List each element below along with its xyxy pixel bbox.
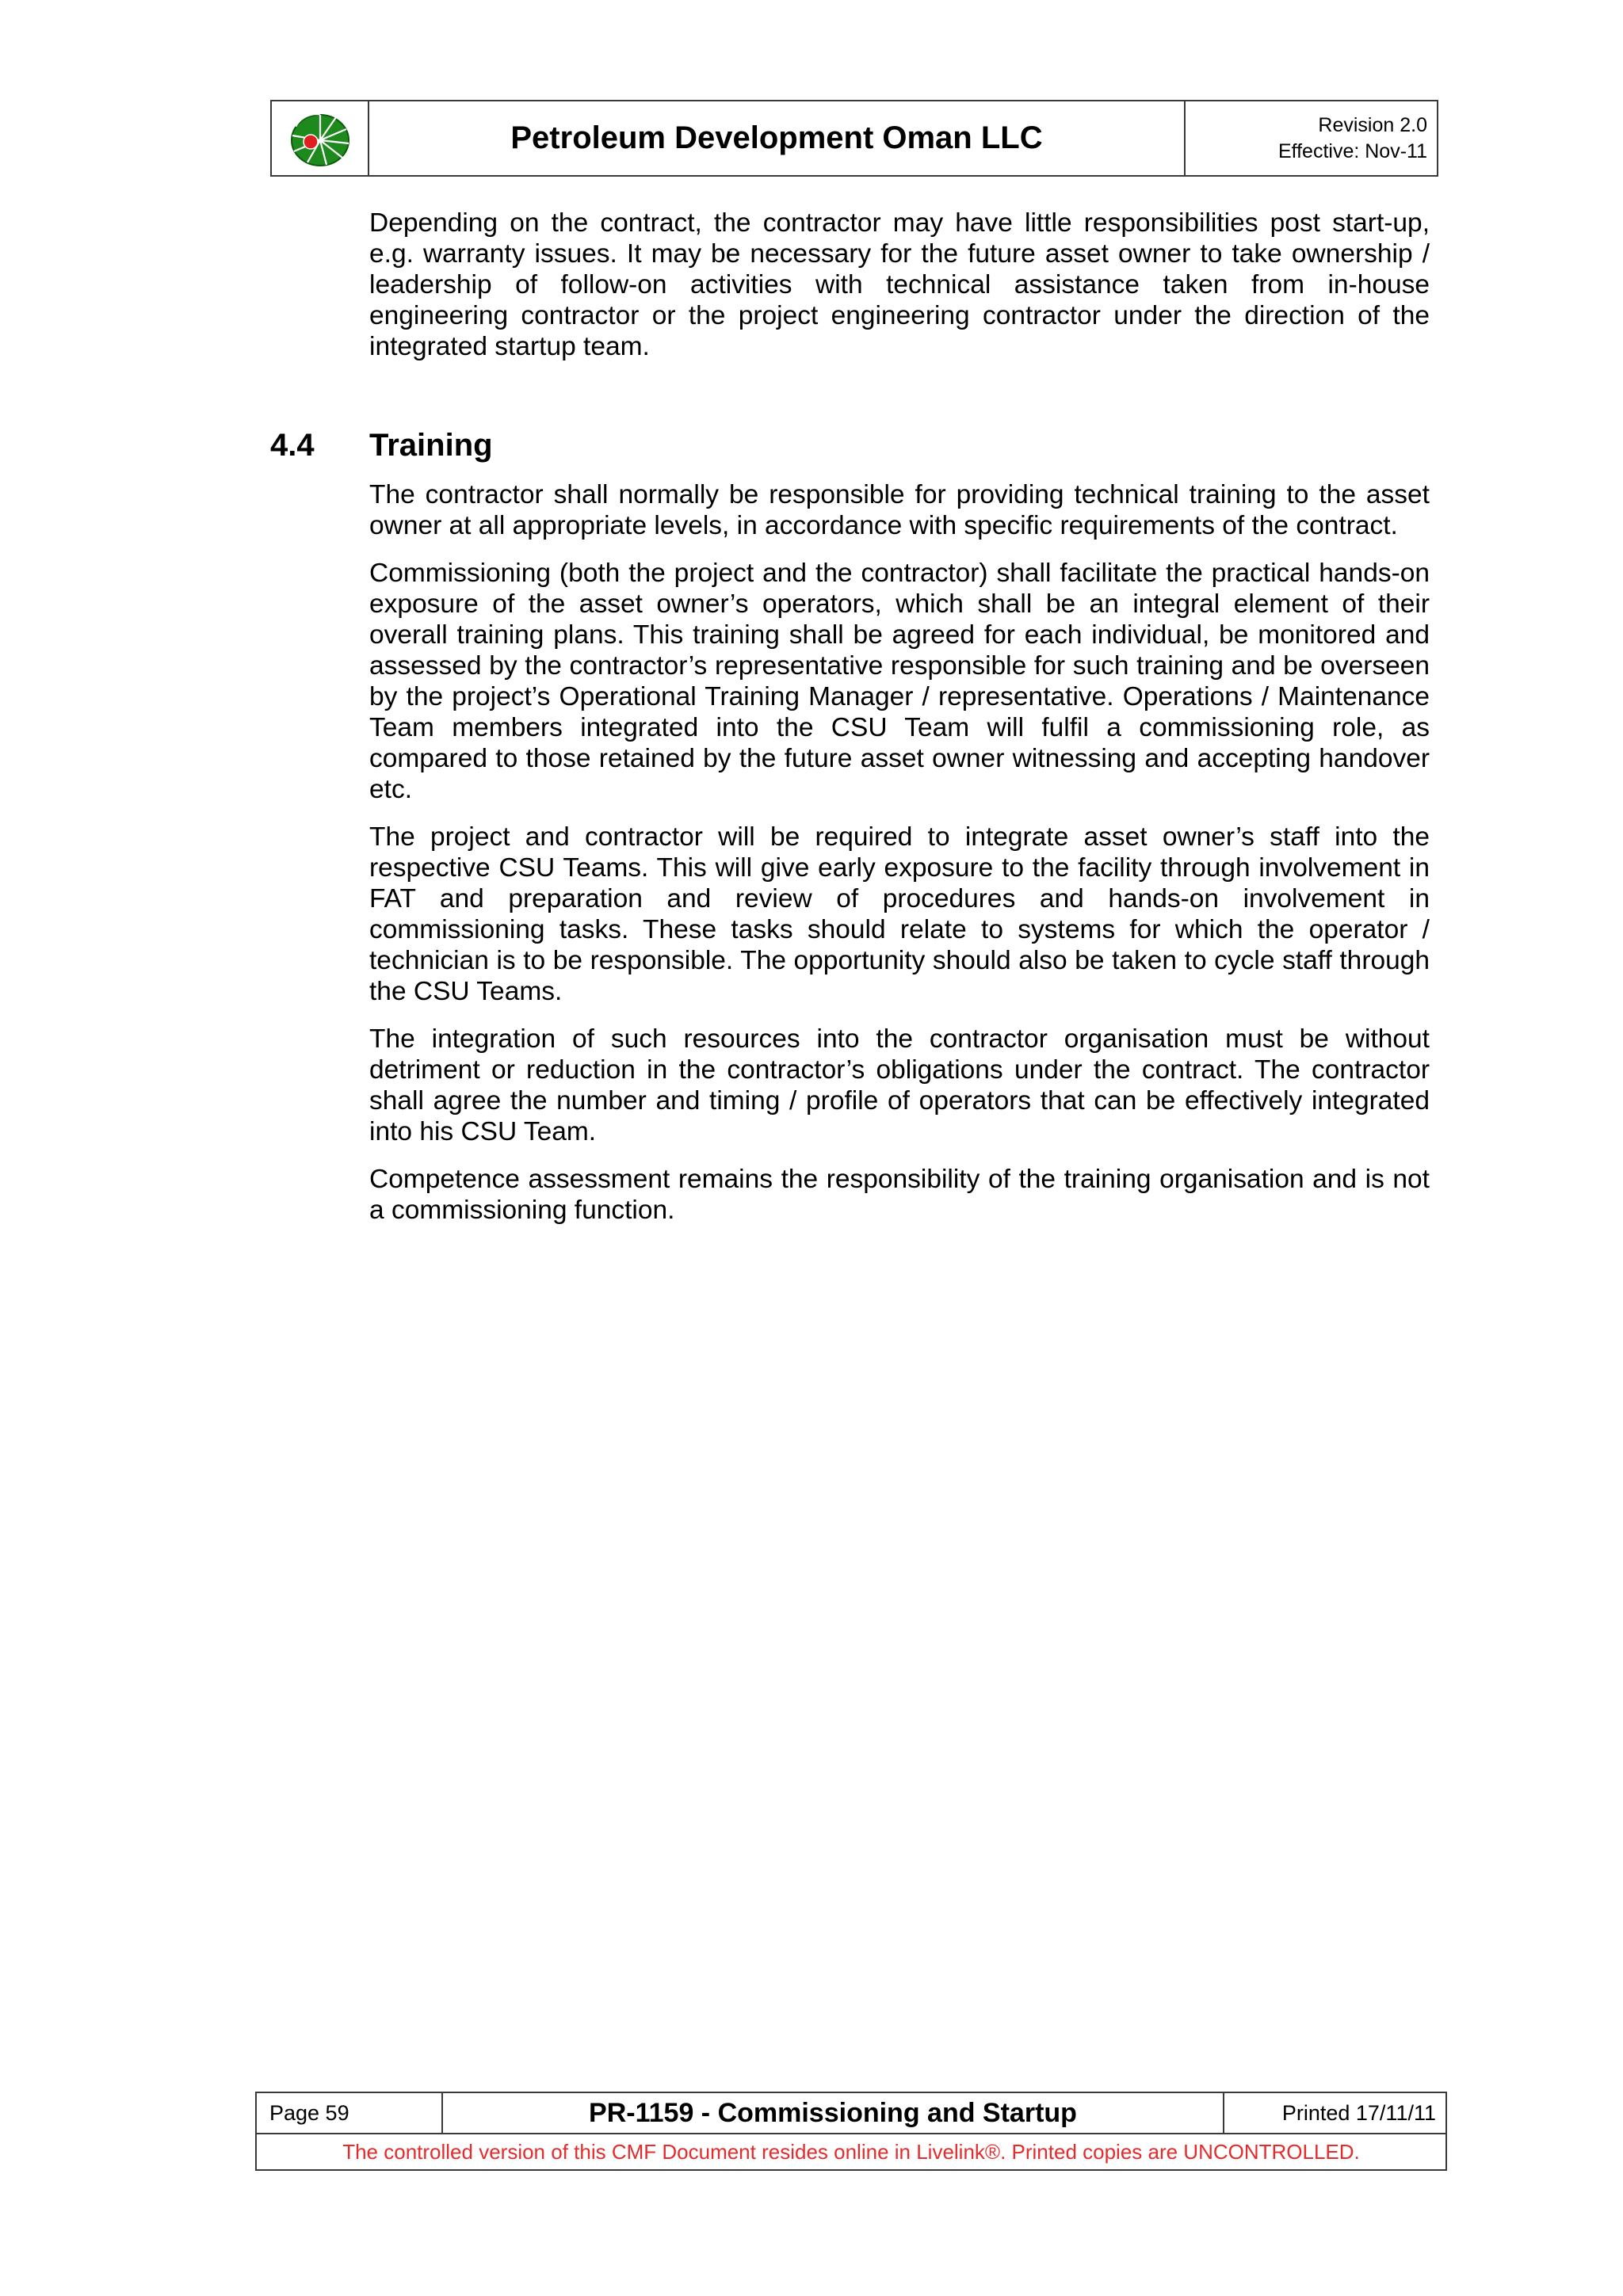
effective-date: Effective: Nov-11	[1277, 139, 1427, 162]
body-paragraph: Competence assessment remains the responsibility of the training organisation and is not a commissioning function.	[369, 1165, 1430, 1225]
document-footer	[255, 2092, 1447, 2171]
section-number: 4.4	[270, 428, 315, 463]
printed-date: Printed 17/11/11	[1224, 2092, 1446, 2134]
revision-info	[1185, 101, 1438, 176]
page-number: Page 59	[256, 2092, 442, 2134]
pdo-shell-logo-icon	[288, 110, 352, 167]
document-title: PR-1159 - Commissioning and Startup	[442, 2092, 1224, 2134]
revision-label: Revision 2.0	[1318, 113, 1427, 136]
section-title: Training	[369, 428, 493, 463]
body-paragraph: The integration of such resources into the contractor organisation must be without detriment or reduction in the contractor’s obligations under the contract. The contractor shall agree the number and timing / profile of operators that can be effectively integrated into his CSU Team.	[369, 1024, 1430, 1146]
intro-content	[369, 208, 1430, 379]
intro-paragraph: Depending on the contract, the contractor may have little responsibilities post start-up, e.g. warranty issues. It may be necessary for the future asset owner to take ownership / leadership of follow-on activities with technical assistance taken from in-house engineering contractor or the project engineering contractor under the direction of the integrated startup team.	[369, 208, 1430, 361]
logo-cell	[271, 101, 369, 176]
body-paragraph: Commissioning (both the project and the contractor) shall facilitate the practical hands-on exposure of the asset owner’s operators, which shall be an integral element of their overall training plans. This training shall be agreed for each individual, be monitored and assessed by the contractor’s representative responsible for such training and be overseen by the project’s Operational Training Manager / representative. Operations / Maintenance Team members integrated into the CSU Team will fulfil a commissioning role, as compared to those retained by the future asset owner witnessing and accepting handover etc.	[369, 559, 1430, 804]
section-body	[369, 479, 1430, 1242]
section-heading	[270, 425, 1430, 465]
body-paragraph: The contractor shall normally be responsible for providing technical training to the asset owner at all appropriate levels, in accordance with specific requirements of the contract.	[369, 480, 1430, 540]
uncontrolled-notice: The controlled version of this CMF Document resides online in Livelink®. Printed copies are UNCONTROLLED.	[256, 2134, 1446, 2170]
company-name: Petroleum Development Oman LLC	[369, 101, 1185, 176]
document-header	[270, 100, 1438, 177]
body-paragraph: The project and contractor will be required to integrate asset owner’s staff into the respective CSU Teams. This will give early exposure to the facility through involvement in FAT and preparation and review of procedures and hands-on involvement in commissioning tasks. These tasks should relate to systems for which the operator / technician is to be responsible. The opportunity should also be taken to cycle staff through the CSU Teams.	[369, 822, 1430, 1006]
